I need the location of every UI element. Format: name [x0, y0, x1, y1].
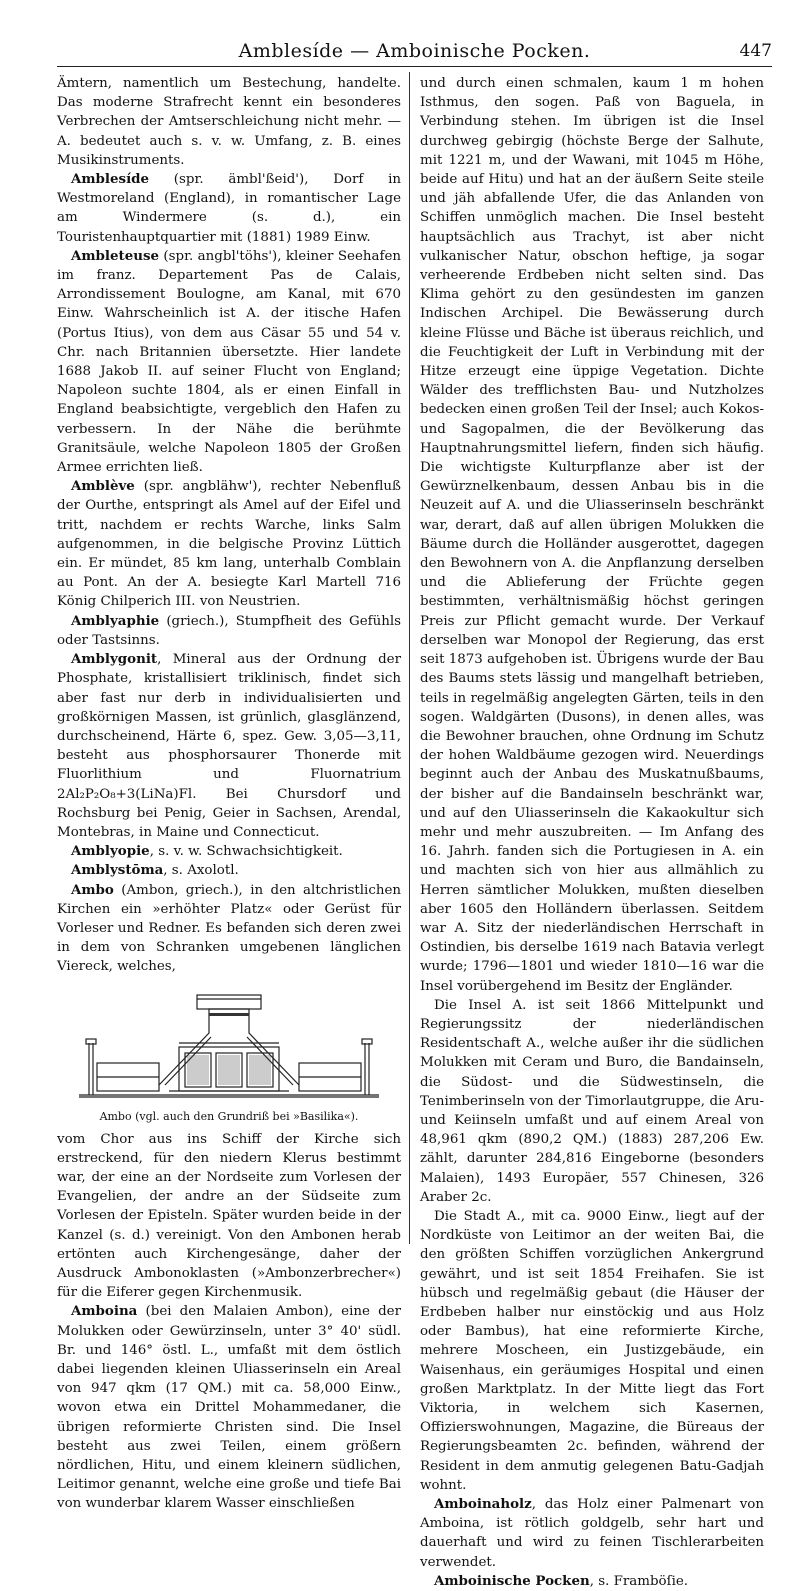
entry-ambo [57, 881, 401, 977]
entry-amboinische-pocken [420, 1572, 764, 1591]
entry-text: (griech.), Stumpfheit des Gefühls oder Tastsinns. [57, 613, 401, 648]
entry-text: , das Holz einer Palmenart von Amboina, ist rötlich goldgelb, sehr hart und dauerhaft und wird zu feinen Tischlerarbeiten verwendet. [420, 1497, 764, 1570]
ambo-figure [57, 985, 401, 1124]
column-divider [409, 72, 410, 1244]
entry-amblesíde [57, 170, 401, 247]
headword: Amblesíde [71, 171, 150, 188]
entry-amblygonit [57, 650, 401, 842]
paragraph: und durch einen schmalen, kaum 1 m hohen Isthmus, den sogen. Paß von Baguela, in Verbindung stehen. Im übrigen ist die Insel durchweg gebirgig (höchste Berge der Salhute, mit 1221 m, und der Wawani, mit 1045 m Höhe, beide auf Hitu) und hat an der äußern Seite steile und jäh abfallende Ufer, die das Anlanden von Schiffen unmöglich machen. Die Insel besteht hauptsächlich aus Trachyt, ist aber nicht vulkanischer Natur, obschon heftige, ja sogar verheerende Erdbeben nicht selten sind. Das Klima gehört zu den gesündesten im ganzen Indischen Archipel. Die Bewässerung durch kleine Flüsse und Bäche ist überaus reichlich, und die Feuchtigkeit der Luft in Verbindung mit der Hitze erzeugt eine üppige Vegetation. Dichte Wälder des trefflichsten Bau- und Nutzholzes bedecken einen großen Teil der Insel; auch Kokos- und Sagopalmen, die der Bevölkerung das Hauptnahrungsmittel liefern, finden sich häufig. Die wichtigste Kulturpflanze aber ist der Gewürznelkenbaum, dessen Anbau bis in die Neuzeit auf A. und die Uliasserinseln beschränkt war, derart, daß auf allen übrigen Molukken die Bäume durch die Holländer ausgerottet, dagegen den Bewohnern von A. die Anpflanzung derselben und die Ablieferung der Früchte gegen bestimmten, verhältnismäßig höchst geringen Preis zur Pflicht gemacht wurde. Der Verkauf derselben war Monopol der Regierung, das erst seit 1873 aufgehoben ist. Übrigens wurde der Bau des Baums stets lässig und mangelhaft betrieben, teils in regelmäßig angelegten Gärten, teils in den sogen. Waldgärten (Dusons), in denen alles, was die Bewohner brauchen, ohne Ordnung im Schutz der hohen Waldbäume gezogen wird. Neuerdings beginnt auch der Anbau des Muskatnußbaums, der bisher auf die Bandainseln beschränkt war, und auf den Uliasserinseln die Kakaokultur sich mehr und mehr auszubreiten. — Im Anfang des 16. Jahrh. fanden sich die Portugiesen in A. ein und machten sich von hier aus allmählich zu Herren sämtlicher Molukken, mußten dieselben aber 1605 den Holländern überlassen. Seitdem war A. Sitz der niederländischen Herrschaft in Ostindien, bis derselbe 1619 nach Batavia verlegt wurde; 1796—1801 und wieder 1810—16 war die Insel vorübergehend im Besitz der Engländer. [420, 76, 764, 994]
entry-amblystoma [57, 861, 401, 880]
headword: Amboinische Pocken [434, 1572, 590, 1589]
paragraph: Die Stadt A., mit ca. 9000 Einw., liegt auf der Nordküste von Leitimor an der weiten Bai, die den größten Schiffen vorzüglichen Ankergrund gewährt, und ist seit 1854 Freihafen. Sie ist hübsch und regelmäßig gebaut (die Häuser der Erdbeben halber nur einstöckig und aus Holz oder Bambus), hat eine reformierte Kirche, mehrere Moscheen, ein Justizgebäude, ein Waisenhaus, ein geräumiges Hospital und einen großen Marktplatz. In der Mitte liegt das Fort Viktoria, in welchem sich Kasernen, Offizierswohnungen, Magazine, die Büreaus der Regierungsbeamten 2c. befinden, während der Resident in dem anmutig gelegenen Batu-Gadjah wohnt. [420, 1208, 764, 1493]
headword: Amblyopie [71, 843, 150, 860]
entry-text: , s. Axolotl. [163, 863, 239, 879]
paragraph: Ämtern, namentlich um Bestechung, handelte. Das moderne Strafrecht kennt ein besonderes Verbrechen der Amtserschleichung nicht mehr. — A. bedeutet auch s. v. w. Umfang, z. B. eines Musikinstruments. [57, 76, 401, 168]
entry-text: (spr. angblähw'), rechter Nebenfluß der Ourthe, entspringt als Amel auf der Eifel und tritt, nachdem er rechts Warche, links Salm aufgenommen, in die belgische Provinz Lüttich ein. Er mündet, 85 km lang, unterhalb Comblain au Pont. An der A. besiegte Karl Martell 716 König Chilperich III. von Neustrien. [57, 479, 401, 610]
headword: Amboina [71, 1303, 138, 1320]
entry-text: (bei den Malaien Ambon), eine der Molukken oder Gewürzinseln, unter 3° 40' südl. Br. und 146° östl. L., umfaßt mit dem östlich dabei liegenden kleinen Uliasserinseln ein Areal von 947 qkm (17 QM.) mit ca. 58,000 Einw., wovon etwa ein Drittel Mohammedaner, die übrigen reformierte Christen sind. Die Insel besteht aus zwei Teilen, einem größern nördlichen, Hitu, und einem kleinern südlichen, Leitimor genannt, welche eine große und tiefe Bai von wunderbar klarem Wasser einschließen [57, 1304, 401, 1512]
left-column [57, 74, 401, 1514]
entry-amboina [57, 1302, 401, 1513]
entry-text: , Mineral aus der Ordnung der Phosphate, kristallisiert triklinisch, findet sich aber fast nur derb in individualisierten und großkörnigen Massen, ist grünlich, glasglänzend, durchscheinend, Härte 6, spez. Gew. 3,05—3,11, besteht aus phosphorsaurer Thonerde mit Fluorlithium und Fluornatrium 2Al₂P₂O₈+3(LiNa)Fl. Bei Chursdorf und Rochsburg bei Penig, Geier in Sachsen, Arendal, Montebras, in Maine und Connecticut. [57, 652, 401, 840]
page-number: 447 [739, 41, 772, 61]
entry-text: , s. Framböſie. [589, 1573, 689, 1589]
entry-amblyopie [57, 842, 401, 861]
ambo-illustration [79, 985, 379, 1107]
headword: Amblyaphie [71, 612, 160, 629]
entry-ambleteuse [57, 247, 401, 477]
entry-text: , s. v. w. Schwachsichtigkeit. [149, 844, 343, 860]
entry-text: (spr. ämbl'ßeid'), Dorf in Westmoreland (England), in romantischer Lage am Windermere (s. d.), ein Touristenhauptquartier mit (1881) 1989 Einw. [57, 172, 401, 245]
headword: Amblève [71, 478, 135, 495]
paragraph: Die Insel A. ist seit 1866 Mittelpunkt und Regierungssitz der niederländischen Residentschaft A., welche außer ihr die südlichen Molukken mit Ceram und Buro, die Bandainseln, die Südost- und die Südwestinseln, die Tenimberinseln von der Timorlautgruppe, die Aru- und Keiinseln umfaßt und auf einem Areal von 48,961 qkm (890,2 QM.) (1883) 287,206 Ew. zählt, darunter 284,816 Eingeborne (besonders Malaien), 1493 Europäer, 557 Chinesen, 326 Araber 2c. [420, 997, 764, 1205]
headword: Amblystōma [71, 862, 164, 879]
paragraph: vom Chor aus ins Schiff der Kirche sich erstreckend, für den niedern Klerus bestimmt war, der eine an der Nordseite zum Vorlesen der Evangelien, der andre an der Südseite zum Vorlesen der Episteln. Später wurden beide in der Kanzel (s. d.) vereinigt. Von den Ambonen herab ertönten auch Kirchengesänge, daher der Ausdruck Ambonoklasten (»Ambonzerbrecher«) für die Eiferer gegen Kirchenmusik. [57, 1131, 401, 1301]
entry-amblyaphie [57, 612, 401, 650]
page-header [57, 40, 772, 67]
entry-ambleve [57, 477, 401, 611]
figure-caption: Ambo (vgl. auch den Grundriß bei »Basilika«). [99, 1109, 359, 1123]
headword: Amblygonit [71, 651, 158, 668]
running-title: Amblesíde — Amboinische Pocken. [238, 40, 591, 62]
entry-amboinaholz [420, 1495, 764, 1572]
headword: Amboinaholz [434, 1496, 532, 1513]
entry-text: (Ambon, griech.), in den altchristlichen Kirchen ein »erhöhter Platz« oder Gerüst für Vorleser und Redner. Es befanden sich deren zwei in dem von Schranken umgebenen länglichen Viereck, welches, [57, 882, 401, 975]
entry-text: (spr. angbl'töhs'), kleiner Seehafen im franz. Departement Pas de Calais, Arrondissement Boulogne, am Kanal, mit 670 Einw. Wahrscheinlich ist A. der itische Hafen (Portus Itius), von dem aus Cäsar 55 und 54 v. Chr. nach Britannien übersetzte. Hier landete 1688 Jakob II. auf seiner Flucht von England; Napoleon suchte 1804, als er einen Einfall in England beabsichtigte, vergeblich den Hafen zu verbessern. In der Nähe die berühmte Granitsäule, welche Napoleon 1805 der Großen Armee errichten ließ. [57, 248, 401, 476]
headword: Ambleteuse [71, 247, 160, 264]
headword: Ambo [71, 881, 114, 898]
right-column [420, 74, 764, 1591]
